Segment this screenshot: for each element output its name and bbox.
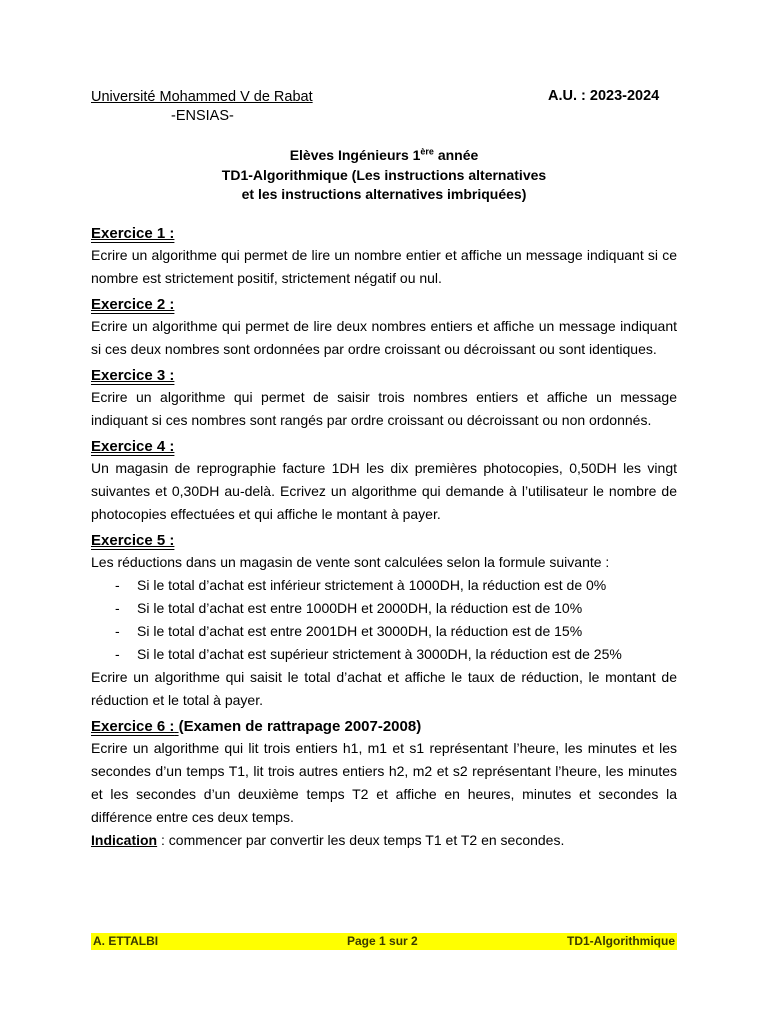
exercise-text: Ecrire un algorithme qui saisit le total d’achat et affiche le taux de réduction, le montant de réduction et le total à payer.: [91, 669, 677, 708]
exercise-6: [91, 717, 677, 852]
list-item: - Si le total d’achat est supérieur strictement à 3000DH, la réduction est de 25%: [91, 643, 677, 666]
list-item: - Si le total d’achat est inférieur strictement à 1000DH, la réduction est de 0%: [91, 574, 677, 597]
exercise-text: Un magasin de reprographie facture 1DH les dix premières photocopies, 0,50DH les vingt suivantes et 0,30DH au-delà. Ecrivez un algorithme qui demande à l’utilisateur le nombre de photocopies effectuées et qui affiche le montant à payer.: [91, 460, 677, 522]
exercise-text: Ecrire un algorithme qui permet de lire deux nombres entiers et affiche un message indiquant si ces deux nombres sont ordonnées par ordre croissant ou décroissant ou sont identiques.: [91, 318, 677, 357]
indication-text: : commencer par convertir les deux temps T1 et T2 en secondes.: [157, 832, 565, 848]
university-name: Université Mohammed V de Rabat: [91, 89, 313, 105]
footer-page-number: Page 1 sur 2: [347, 934, 418, 948]
exercise-title: Exercice 2 :: [91, 296, 175, 313]
school-name: -ENSIAS-: [171, 108, 234, 124]
discount-rules-list: [91, 574, 677, 666]
exercise-title: Exercice 3 :: [91, 367, 175, 384]
title-line-2: TD1-Algorithmique (Les instructions alternatives: [221, 166, 547, 183]
list-item: - Si le total d’achat est entre 2001DH et 3000DH, la réduction est de 15%: [91, 620, 677, 643]
academic-year: A.U. : 2023-2024: [548, 88, 660, 104]
header-institution: [91, 88, 313, 126]
exercise-2: [91, 295, 677, 361]
title-line-1-sup: ère: [420, 146, 434, 157]
exercise-title: Exercice 5 :: [91, 532, 175, 549]
page-footer: [91, 933, 677, 950]
exercise-4: [91, 437, 677, 526]
title-line-3: et les instructions alternatives imbriquées): [241, 186, 527, 202]
title-line-1-end: année: [433, 147, 479, 163]
exercise-1: [91, 224, 677, 290]
exercise-title: Exercice 4 :: [91, 438, 175, 455]
exercise-list: [91, 224, 677, 852]
title-line-1: [0, 146, 768, 166]
exercise-5: [91, 531, 677, 712]
exercise-title: Exercice 1 :: [91, 225, 175, 242]
exercise-text: Ecrire un algorithme qui lit trois entiers h1, m1 et s1 représentant l’heure, les minutes et les secondes d’un temps T1, lit trois autres entiers h2, m2 et s2 représentant l’heure, les minutes et les secondes d’un deuxième temps T2 et affiche en heures, minutes et secondes la différence entre ces deux temps.: [91, 740, 677, 825]
exercise-title: Exercice 6 :: [91, 718, 175, 735]
exercise-indication: [91, 829, 677, 852]
exercise-subtitle: (Examen de rattrapage 2007-2008): [178, 718, 422, 735]
footer-course: TD1-Algorithmique: [567, 934, 675, 948]
title-line-1-main: Elèves Ingénieurs 1: [289, 147, 421, 163]
exercise-title-row: [91, 717, 677, 737]
exercise-3: [91, 366, 677, 432]
document-title: [0, 146, 768, 205]
list-item: - Si le total d’achat est entre 1000DH et 2000DH, la réduction est de 10%: [91, 597, 677, 620]
exercise-intro: Les réductions dans un magasin de vente sont calculées selon la formule suivante :: [91, 554, 610, 570]
footer-author: A. ETTALBI: [93, 934, 159, 948]
exercise-text: Ecrire un algorithme qui permet de saisir trois nombres entiers et affiche un message indiquant si ces nombres sont rangés par ordre croissant ou décroissant ou non ordonnés.: [91, 389, 677, 428]
exercise-text: Ecrire un algorithme qui permet de lire un nombre entier et affiche un message indiquant si ce nombre est strictement positif, strictement négatif ou nul.: [91, 247, 677, 286]
indication-label: Indication: [91, 832, 158, 848]
